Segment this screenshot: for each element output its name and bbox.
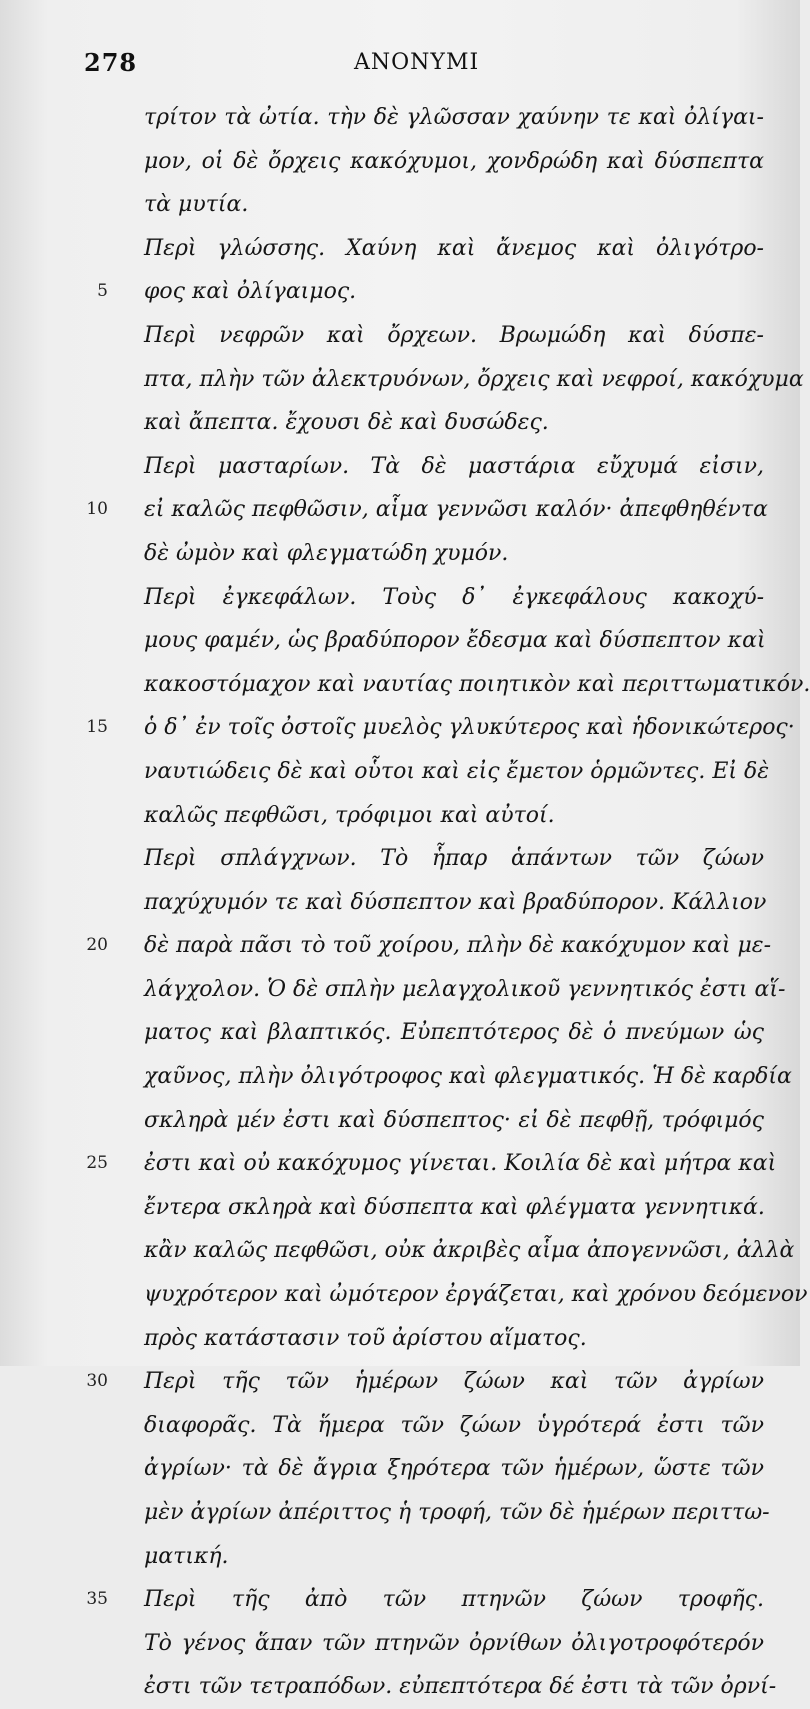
text-line <box>144 968 786 1012</box>
text-line <box>144 1535 764 1579</box>
body-text <box>86 96 810 1709</box>
text-line <box>144 1447 764 1491</box>
text-line <box>144 1055 792 1099</box>
line-text: ματική. <box>144 1543 229 1569</box>
text-line <box>144 183 764 227</box>
text-line <box>86 1360 764 1404</box>
line-text: τρίτον τὰ ὠτία. τὴν δὲ γλῶσσαν χαύνην τε καὶ ὀλίγαι- <box>144 105 764 130</box>
page-header <box>84 44 764 84</box>
text-line <box>144 227 764 271</box>
text-line <box>144 96 764 140</box>
line-number: 20 <box>86 935 108 956</box>
line-text: ψυχρότερον καὶ ὠμότερον ἐργάζεται, καὶ χρόνου δεόμενον <box>144 1282 808 1308</box>
text-line <box>144 881 767 925</box>
text-line <box>144 1186 764 1230</box>
text-line <box>86 706 795 750</box>
line-number: 25 <box>86 1153 108 1174</box>
line-text: δὲ παρὰ πᾶσι τὸ τοῦ χοίρου, πλὴν δὲ κακόχυμον καὶ με- <box>144 933 772 959</box>
text-line <box>144 358 804 402</box>
running-head: ANONYMI <box>354 50 480 75</box>
text-line <box>144 1665 777 1709</box>
text-line <box>144 1011 764 1055</box>
text-line <box>144 663 810 707</box>
line-text: τὰ μυτία. <box>144 192 249 218</box>
line-text: ἀγρίων· τὰ δὲ ἄγρια ξηρότερα τῶν ἡμέρων, ὥστε τῶν <box>144 1456 764 1482</box>
text-line <box>97 270 764 314</box>
text-line <box>144 794 764 838</box>
text-line <box>144 314 764 358</box>
text-line <box>144 445 764 489</box>
line-text: παχύχυμόν τε καὶ δύσπεπτον καὶ βραδύπορον. Κάλλιον <box>144 889 767 915</box>
line-text: δὲ ὠμὸν καὶ φλεγματώδη χυμόν. <box>144 540 509 566</box>
text-line <box>86 1578 764 1622</box>
line-number: 10 <box>86 499 108 520</box>
line-text: κακοστόμαχον καὶ ναυτίας ποιητικὸν καὶ περιττωματικόν. <box>144 671 810 697</box>
text-line <box>86 488 768 532</box>
line-text: μους φαμέν, ὡς βραδύπορον ἔδεσμα καὶ δύσπεπτον καὶ <box>144 628 766 654</box>
line-text: Περὶ τῆς τῶν ἡμέρων ζώων καὶ τῶν ἀγρίων <box>144 1369 764 1395</box>
line-text: καὶ ἄπεπτα. ἔχουσι δὲ καὶ δυσώδες. <box>144 410 549 436</box>
line-number: 30 <box>86 1371 108 1392</box>
line-text: εἰ καλῶς πεφθῶσιν, αἷμα γεννῶσι καλόν· ἀπεφθηθέντα <box>144 497 768 523</box>
line-text: φος καὶ ὀλίγαιμος. <box>144 279 357 305</box>
line-text: χαῦνος, πλὴν ὀλιγότροφος καὶ φλεγματικός. Ἡ δὲ καρδία <box>144 1064 792 1090</box>
line-number: 15 <box>86 717 108 738</box>
text-line <box>144 1491 770 1535</box>
text-line <box>144 576 764 620</box>
line-text: μὲν ἀγρίων ἀπέριττος ἡ τροφή, τῶν δὲ ἡμέρων περιττω- <box>144 1500 770 1525</box>
line-text: Περὶ μασταρίων. Τὰ δὲ μαστάρια εὔχυμά εἰσιν, <box>144 453 764 479</box>
line-text: ἐστι τῶν τετραπόδων. εὐπεπτότερα δέ ἐστι τὰ τῶν ὀρνί- <box>144 1674 777 1700</box>
line-text: πτα, πλὴν τῶν ἀλεκτρυόνων, ὄρχεις καὶ νεφροί, κακόχυμα <box>144 366 804 392</box>
line-text: Περὶ ἐγκεφάλων. Τοὺς δ᾽ ἐγκεφάλους κακοχύ- <box>144 584 764 610</box>
text-line <box>144 1099 764 1143</box>
line-text: πρὸς κατάστασιν τοῦ ἀρίστου αἵματος. <box>144 1325 587 1351</box>
line-text: ἔντερα σκληρὰ καὶ δύσπεπτα καὶ φλέγματα γεννητικά. <box>144 1194 765 1220</box>
line-number: 5 <box>97 281 108 302</box>
line-text: ματος καὶ βλαπτικός. Εὐπεπτότερος δὲ ὁ πνεύμων ὡς <box>144 1020 764 1046</box>
text-line <box>144 532 764 576</box>
line-text: ἐστι καὶ οὐ κακόχυμος γίνεται. Κοιλία δὲ καὶ μήτρα καὶ <box>144 1151 777 1177</box>
page-number: 278 <box>84 48 138 77</box>
text-line <box>144 401 764 445</box>
line-text: λάγχολον. Ὁ δὲ σπλὴν μελαγχολικοῦ γεννητικός ἐστι αἵ- <box>144 976 786 1002</box>
text-line <box>144 619 764 663</box>
line-text: κἂν καλῶς πεφθῶσι, οὐκ ἀκριβὲς αἷμα ἀπογεννῶσι, ἀλλὰ <box>144 1238 795 1264</box>
line-text: σκληρὰ μέν ἐστι καὶ δύσπεπτος· εἰ δὲ πεφθῇ, τρόφιμός <box>144 1107 764 1133</box>
text-line <box>144 837 764 881</box>
line-text: μον, οἱ δὲ ὄρχεις κακόχυμοι, χονδρώδη καὶ δύσπεπτα <box>144 148 764 174</box>
text-line <box>144 1317 764 1361</box>
line-text: Περὶ σπλάγχνων. Τὸ ἧπαρ ἁπάντων τῶν ζώων <box>144 846 764 872</box>
text-line <box>144 1404 764 1448</box>
line-text: διαφορᾶς. Τὰ ἥμερα τῶν ζώων ὑγρότερά ἐστι τῶν <box>144 1412 764 1438</box>
line-text: καλῶς πεφθῶσι, τρόφιμοι καὶ αὐτοί. <box>144 802 555 828</box>
text-line <box>144 1273 808 1317</box>
line-text: Περὶ τῆς ἀπὸ τῶν πτηνῶν ζώων τροφῆς. <box>144 1587 764 1613</box>
line-text: Τὸ γένος ἅπαν τῶν πτηνῶν ὀρνίθων ὀλιγοτροφότερόν <box>144 1630 764 1656</box>
line-number: 35 <box>86 1589 108 1610</box>
text-line <box>86 1142 777 1186</box>
text-line <box>144 1229 795 1273</box>
line-text: ὁ δ᾽ ἐν τοῖς ὀστοῖς μυελὸς γλυκύτερος καὶ ἡδονικώτερος· <box>144 715 795 741</box>
text-line <box>86 924 772 968</box>
line-text: ναυτιώδεις δὲ καὶ οὗτοι καὶ εἰς ἔμετον ὁρμῶντες. Εἰ δὲ <box>144 758 770 784</box>
text-line <box>144 140 764 184</box>
line-text: Περὶ νεφρῶν καὶ ὄρχεων. Βρωμώδη καὶ δύσπε- <box>144 322 764 348</box>
line-text: Περὶ γλώσσης. Χαύνη καὶ ἄνεμος καὶ ὀλιγότρο- <box>144 235 764 261</box>
text-line <box>144 1622 764 1666</box>
text-line <box>144 750 770 794</box>
